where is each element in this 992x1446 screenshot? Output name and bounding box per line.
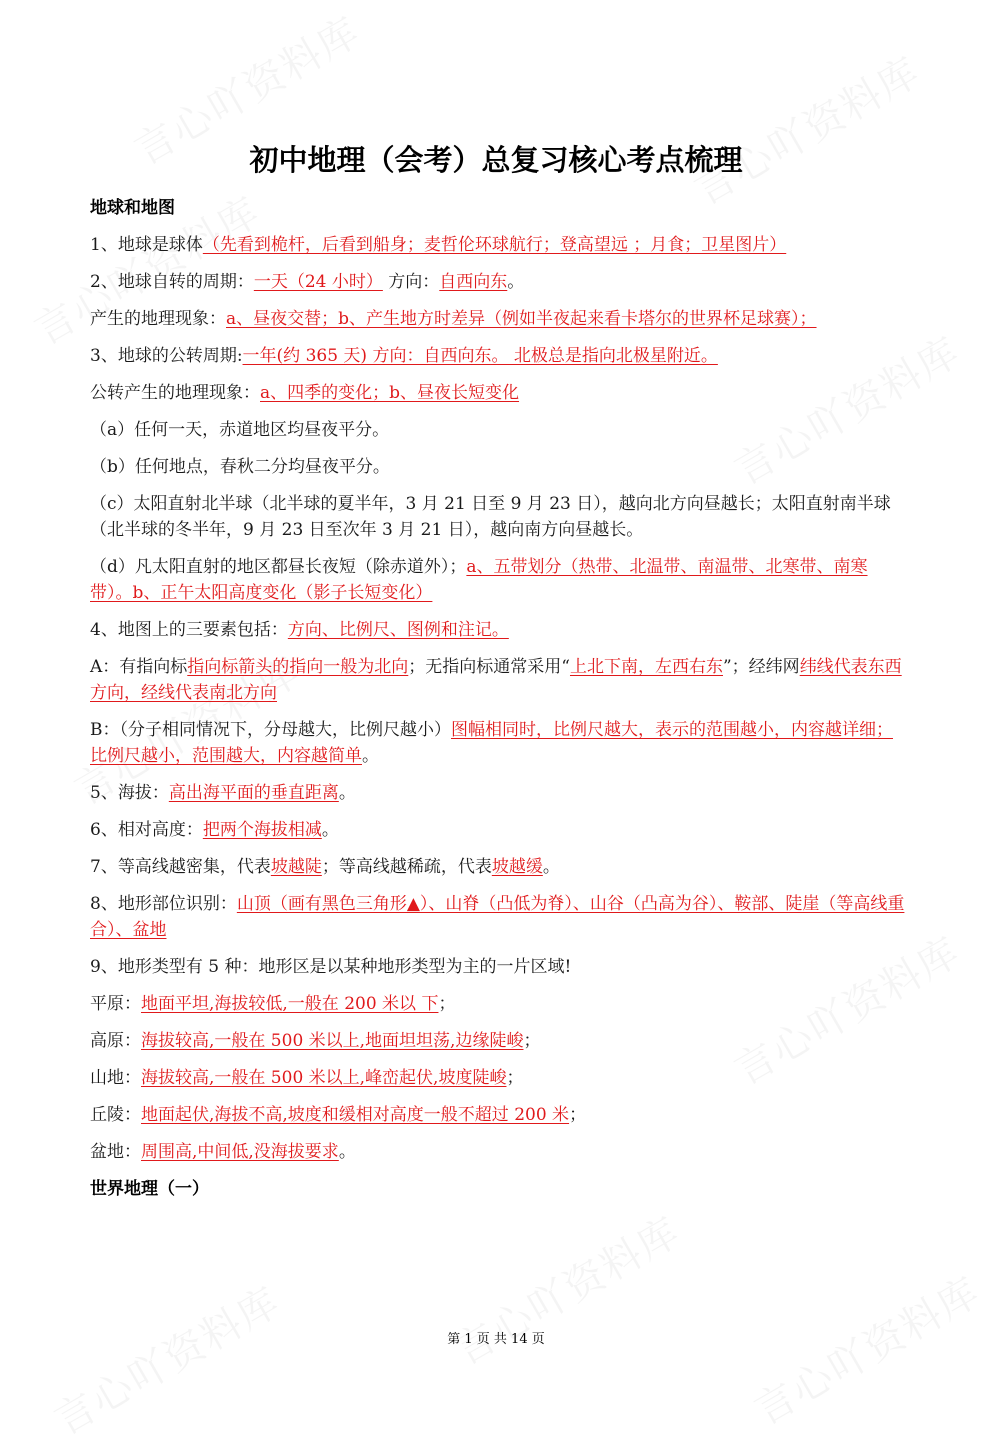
text: 方向： xyxy=(388,272,440,292)
watermark xyxy=(683,41,930,216)
paragraph xyxy=(90,991,905,1017)
paragraph xyxy=(90,554,905,606)
paragraph xyxy=(90,269,905,295)
watermark xyxy=(743,1261,990,1436)
document-body xyxy=(90,195,905,1213)
paragraph xyxy=(90,654,905,706)
paragraph xyxy=(90,1028,905,1054)
section-heading: 地球和地图 xyxy=(90,198,175,218)
text: 。 xyxy=(321,820,339,840)
text: 5、海拔： xyxy=(90,783,169,803)
paragraph xyxy=(90,306,905,332)
answer-text: 方向、比例尺、图例和注记。 xyxy=(287,620,509,640)
answer-text: 把两个海拔相减 xyxy=(202,820,322,840)
text: 。 xyxy=(362,746,379,766)
answer-text: 上北下南，左西右东 xyxy=(569,657,723,677)
text: 。 xyxy=(542,857,560,877)
text: 高原： xyxy=(90,1031,141,1051)
answer-text: 坡越缓 xyxy=(491,857,543,877)
answer-text: 一天（24 小时） xyxy=(253,272,383,292)
watermark xyxy=(443,1201,690,1376)
paragraph: （b）任何地点，春秋二分均昼夜平分。 xyxy=(90,457,390,477)
text: ；等高线越稀疏，代表 xyxy=(321,857,492,877)
text: 公转产生的地理现象： xyxy=(90,383,260,403)
answer-text: 地面起伏,海拔不高,坡度和缓相对高度一般不超过 200 米 xyxy=(141,1105,570,1125)
answer-text: a、五带划分（热带、北温带、南温带、北寒带、南寒带）。b、正午太阳高度变化（影子长短变化） xyxy=(90,557,868,603)
paragraph xyxy=(90,1102,905,1128)
page-footer: 第 1 页 共 14 页 xyxy=(447,1332,545,1347)
text: ”；经纬网 xyxy=(722,657,800,677)
answer-text: （先看到桅杆，后看到船身；麦哲伦环球航行；登高望远 ；月食；卫星图片） xyxy=(202,235,787,255)
text: ； xyxy=(523,1031,541,1051)
text: 产生的地理现象： xyxy=(90,309,226,329)
text: 山地： xyxy=(90,1068,141,1088)
paragraph xyxy=(90,891,905,943)
watermark xyxy=(43,1271,290,1446)
paragraph xyxy=(90,717,905,769)
text: 丘陵： xyxy=(90,1105,141,1125)
paragraph xyxy=(90,380,905,406)
paragraph xyxy=(90,343,905,369)
text: 8、地形部位识别： xyxy=(90,894,237,914)
answer-text: 坡越陡 xyxy=(270,857,322,877)
text: （d）凡太阳直射的地区都昼长夜短（除赤道外）； xyxy=(90,557,467,577)
text: 。 xyxy=(338,783,356,803)
answer-text: 周围高,中间低,没海拔要求 xyxy=(141,1142,339,1162)
text: 6、相对高度： xyxy=(90,820,203,840)
paragraph: 9、地形类型有 5 种：地形区是以某种地形类型为主的一片区域! xyxy=(90,957,572,977)
paragraph: （c）太阳直射北半球（北半球的夏半年，3 月 21 日至 9 月 23 日），越向北方向昼越长；太阳直射南半球（北半球的冬半年，9 月 23 日至次年 3 月 21 日），越向南方向昼越长。 xyxy=(90,494,891,540)
paragraph xyxy=(90,817,905,843)
text: 4、地图上的三要素包括： xyxy=(90,620,288,640)
page-title: 初中地理（会考）总复习核心考点梳理 xyxy=(249,143,743,177)
text: ； xyxy=(506,1068,524,1088)
text: ； xyxy=(438,994,456,1014)
text: A：有指向标 xyxy=(90,657,188,677)
text: ；无指向标通常采用“ xyxy=(408,657,570,677)
answer-text: 自西向东 xyxy=(439,272,508,292)
paragraph xyxy=(90,617,905,643)
answer-text: 指向标箭头的指向一般为北向 xyxy=(187,657,409,677)
text: 。 xyxy=(507,272,525,292)
text: 3、地球的公转周期: xyxy=(90,346,243,366)
paragraph xyxy=(90,1065,905,1091)
text: 。 xyxy=(338,1142,356,1162)
text: B：（分子相同情况下，分母越大，比例尺越小） xyxy=(90,720,451,740)
answer-text: 地面平坦,海拔较低,一般在 200 米以 下 xyxy=(141,994,439,1014)
answer-text: 一年(约 365 天) 方向：自西向东。 北极总是指向北极星附近。 xyxy=(242,346,718,366)
paragraph xyxy=(90,780,905,806)
text: 7、等高线越密集，代表 xyxy=(90,857,271,877)
answer-text: 图幅相同时，比例尺越大，表示的范围越小，内容越详细；比例尺越小，范围越大，内容越简单 xyxy=(90,720,893,766)
answer-text: 高出海平面的垂直距离 xyxy=(168,783,339,803)
text: ； xyxy=(569,1105,587,1125)
paragraph xyxy=(90,854,905,880)
paragraph: （a）任何一天，赤道地区均昼夜平分。 xyxy=(90,420,390,440)
text: 盆地： xyxy=(90,1142,141,1162)
answer-text: a、四季的变化；b、昼夜长短变化 xyxy=(260,383,520,403)
answer-text: a、昼夜交替；b、产生地方时差异（例如半夜起来看卡塔尔的世界杯足球赛）； xyxy=(226,309,817,329)
section-heading: 世界地理（一） xyxy=(90,1179,209,1199)
text: 1、地球是球体 xyxy=(90,235,203,255)
answer-text: 海拔较高,一般在 500 米以上,地面坦坦荡,边缘陡峻 xyxy=(141,1031,524,1051)
answer-text: 海拔较高,一般在 500 米以上,峰峦起伏,坡度陡峻 xyxy=(141,1068,507,1088)
paragraph xyxy=(90,232,905,258)
paragraph xyxy=(90,1139,905,1165)
answer-text: 纬线代表东西方向，经线代表南北方向 xyxy=(90,657,902,703)
answer-text: 山顶（画有黑色三角形▲）、山脊（凸低为脊）、山谷（凸高为谷）、鞍部、陡崖（等高线重合）、盆地 xyxy=(90,894,905,940)
text: 平原： xyxy=(90,994,141,1014)
text: 2、地球自转的周期： xyxy=(90,272,254,292)
